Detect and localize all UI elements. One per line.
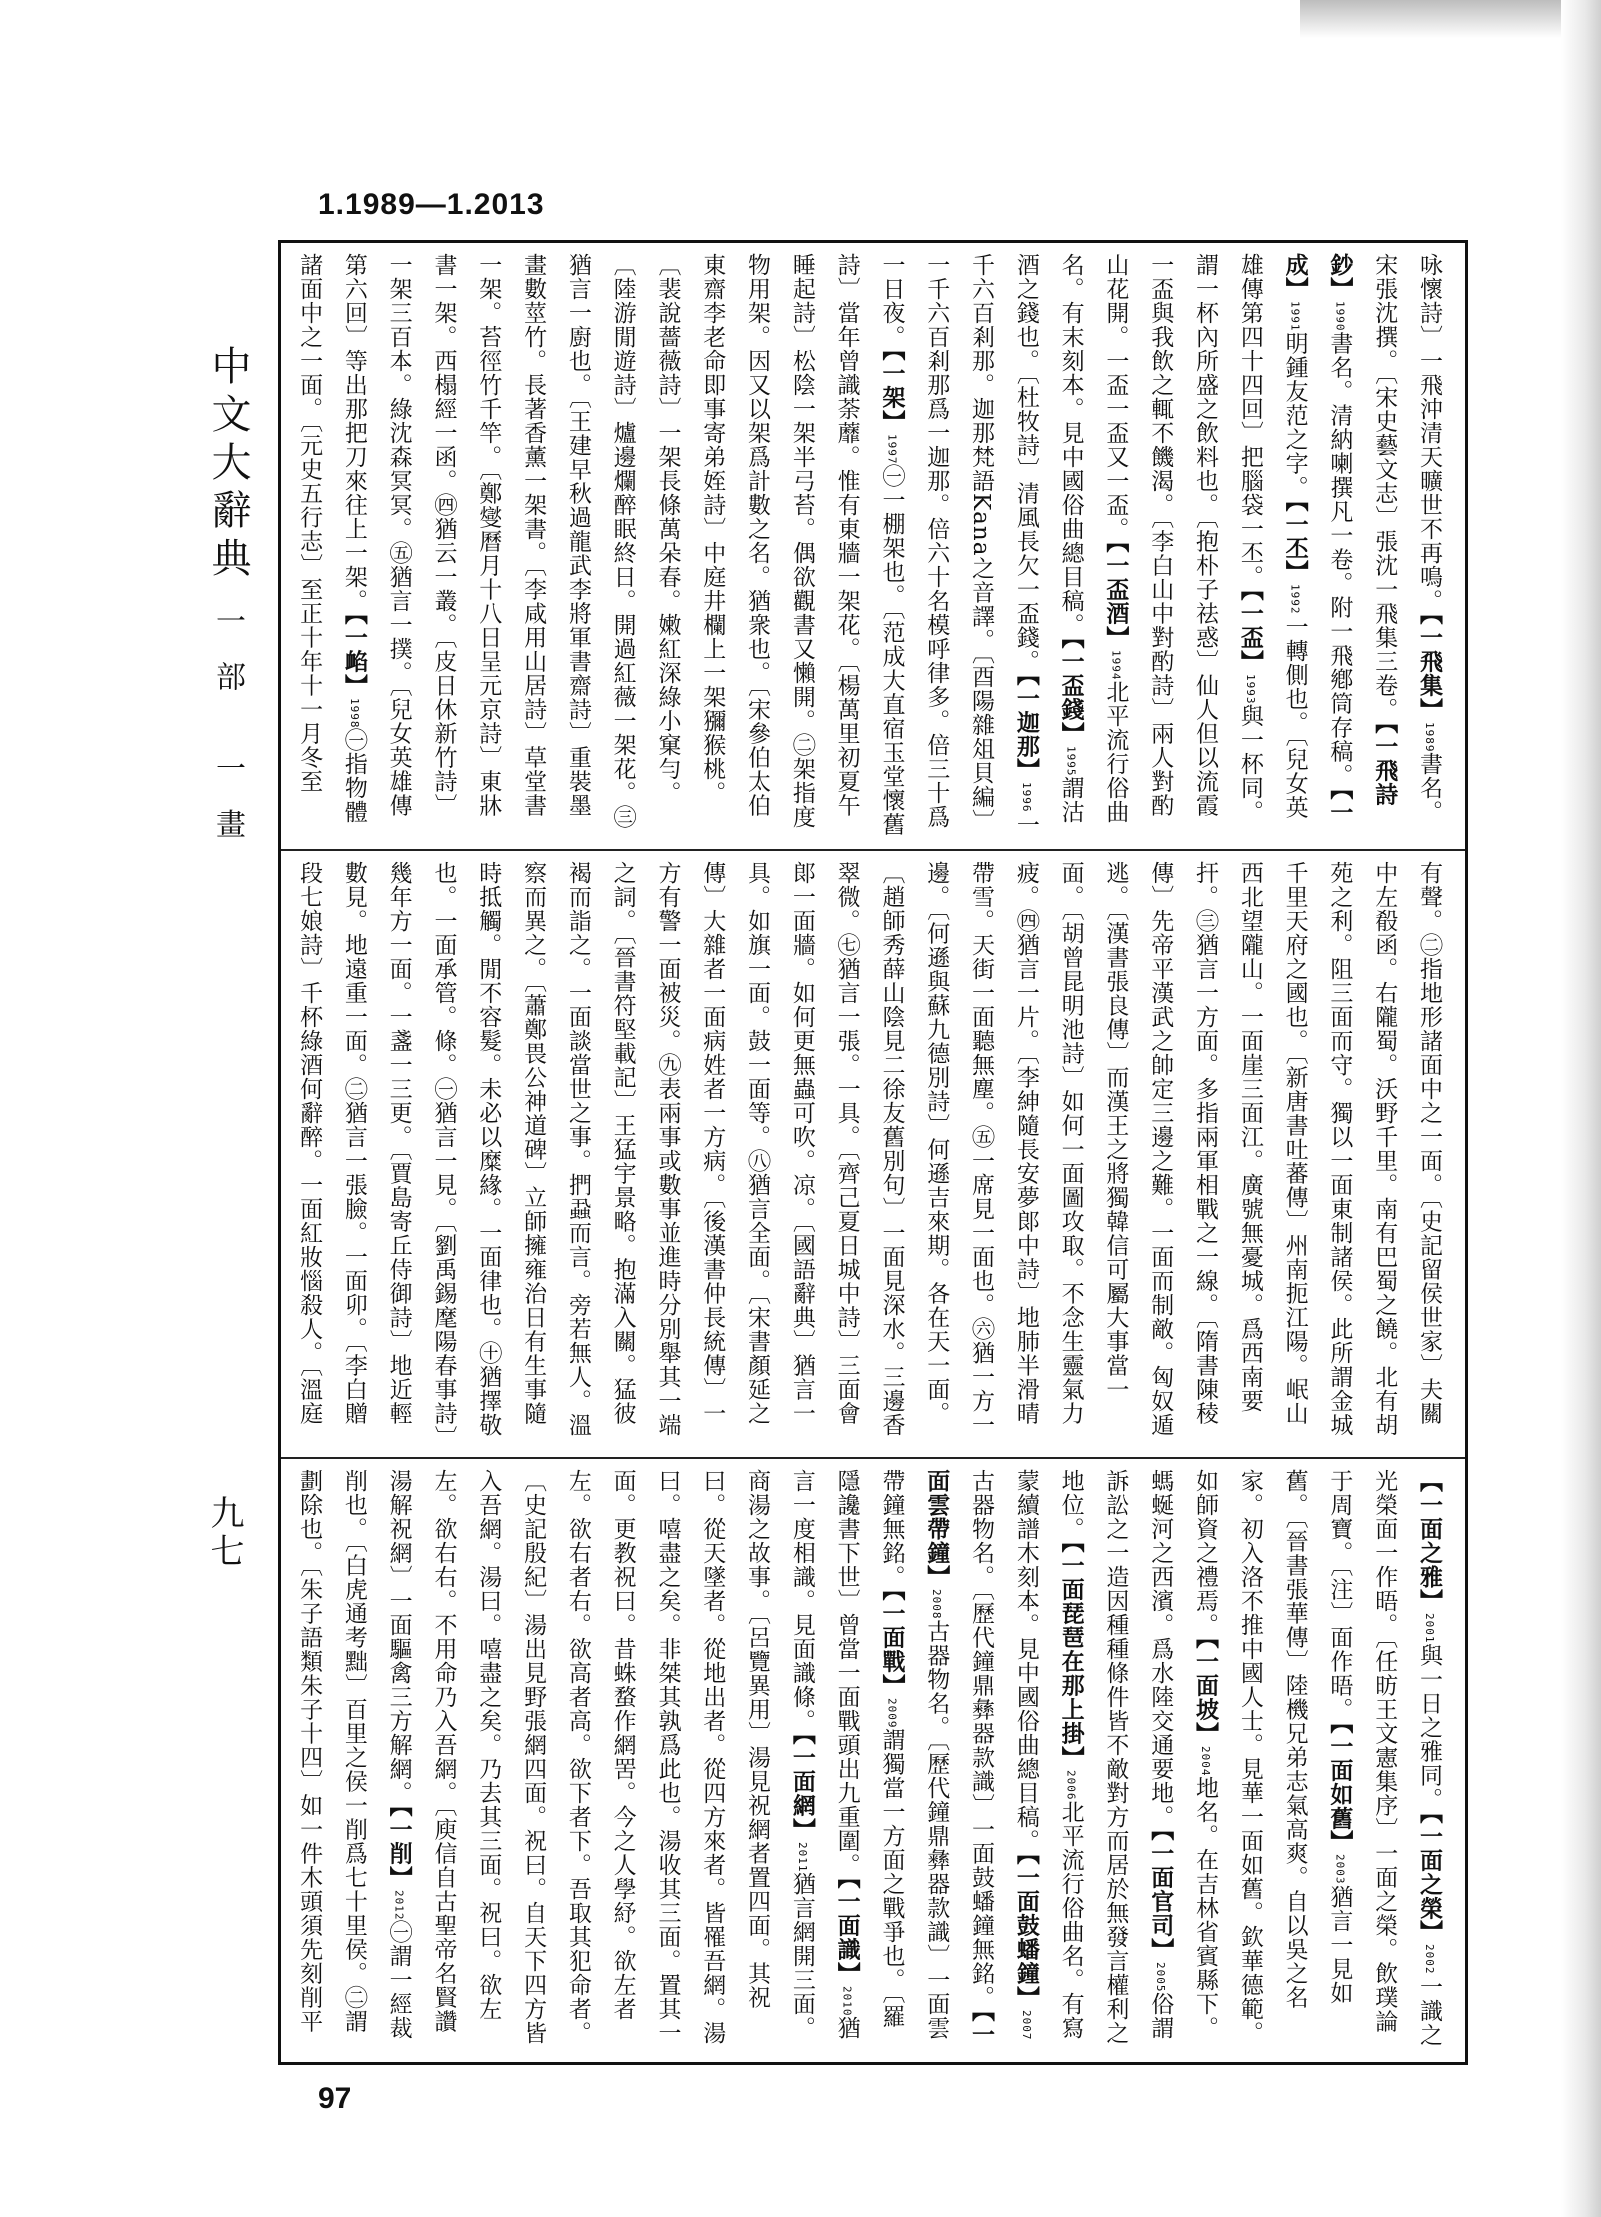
entry-headword: 【 一飛詩鈔 】 xyxy=(1326,253,1398,806)
entry-headword: 【 一面官司 】 xyxy=(1147,1829,1174,1962)
entry-number: 2006 xyxy=(1064,1769,1078,1800)
tier-middle xyxy=(281,851,1465,1459)
tier-bottom-text xyxy=(295,1469,1451,2052)
entry-number: 2008 xyxy=(930,1589,944,1620)
entry-headword: 【 一架 】 xyxy=(878,349,905,434)
entry-definition: 古器物名。〔歷代鐘鼎彝器款識〕一面雲帶鐘無銘。 xyxy=(878,1469,950,2040)
entry-definition: 古器物名。〔歷代鐘鼎彝器款識〕一面鼓蟠鐘無銘。 xyxy=(968,1469,995,2010)
entry-headword: 【 一丕 】 xyxy=(1282,500,1309,585)
book-title: 中文大辭典 xyxy=(205,345,251,585)
entry-definition: 猶言網開三面。商湯之故事。〔呂覽異用〕湯見祝網者置四面。其祝曰。從天墜者。從地出者。從四方來者。皆罹吾網。湯曰。嘻盡之矣。非桀其孰爲此也。湯收其三面。置其一面。更教祝曰。昔蛛蝥作網罟。今之人學紓。欲左者左。欲右者右。欲高者高。欲下者下。吾取其犯命者。〔史記殷紀〕湯出見野張網四面。祝曰。自天下四方皆入吾網。湯曰。嘻盡之矣。乃去其三面。祝曰。欲左左。欲右右。不用命乃入吾網。〔庾信自古聖帝名賢讚湯解祝網〕一面驅禽三方解網。 xyxy=(385,1469,815,2045)
entry-definition: 一千六百剎那。迦那梵語Kana之音譯。〔酉陽雜俎貝編〕一千六百剎那爲一迦那。倍六十名模呼律多。倍三十爲一日夜。 xyxy=(878,253,1039,837)
entry-definition: 一識之光榮面一作晤。〔任昉王文憲集序〕一面之榮。飲璞論于周寶。〔注〕面作晤。 xyxy=(1326,1469,1442,2047)
entry-definition: 與一杯同。謂一杯內所盛之飲料也。〔抱朴子祛惑〕仙人但以流霞一盃與我飲之輒不饑渴。〔李白山中對酌詩〕兩人對酌山花開。一盃一盃又一盃。 xyxy=(1102,253,1263,824)
entry-definition: 俗謂訴訟之一造因種種條件皆不敵對方而居於無發言權利之地位。 xyxy=(1057,1469,1174,2045)
entry-number: 1993 xyxy=(1243,673,1257,704)
entry-definition: 書名。清納喇撰凡一卷。附一飛鄕筒存稿。 xyxy=(1326,331,1353,788)
entry-number: 1994 xyxy=(1109,649,1123,680)
tier-top xyxy=(281,243,1465,851)
entry-headword: 【 一面坡 】 xyxy=(1192,1637,1219,1746)
entry-number: 2005 xyxy=(1154,1961,1168,1992)
dictionary-entry xyxy=(1416,253,1442,613)
entry-definition: 咏懷詩〕一飛沖清天曠世不再鳴。 xyxy=(1416,253,1442,613)
entry-definition: 北平流行俗曲名。有寫蒙續譜木刻本。見中國俗曲總目稿。 xyxy=(1012,1469,1084,2040)
entry-number: 2007 xyxy=(1019,2009,1033,2040)
entry-number: 2003 xyxy=(1333,1854,1347,1885)
entry-headword: 【 一盃錢 】 xyxy=(1058,637,1085,746)
entry-number: 2011 xyxy=(795,1841,809,1872)
entry-number: 1998 xyxy=(347,697,361,728)
dictionary-entry xyxy=(295,861,1442,1438)
entry-number: 2012 xyxy=(392,1889,406,1920)
entry-number: 1990 xyxy=(1333,301,1347,332)
entry-headword: 【 一面之榮 】 xyxy=(1416,1812,1443,1945)
entry-number: 1992 xyxy=(1288,584,1302,615)
entry-headword: 【 一盃酒 】 xyxy=(1102,541,1129,650)
entry-headword: 【 一面識 】 xyxy=(834,1877,861,1986)
page-frame xyxy=(278,240,1468,2065)
entry-headword: 【 一盃 】 xyxy=(1237,589,1264,674)
entry-headword: 【 一面戰 】 xyxy=(878,1589,905,1698)
entry-number: 2010 xyxy=(840,1985,854,2016)
entry-headword: 【 一䘓 】 xyxy=(341,613,368,698)
dictionary-entry xyxy=(1416,1469,1442,1812)
tier-top-text xyxy=(295,253,1451,839)
entry-number: 2002 xyxy=(1423,1944,1436,1975)
entry-definition: 有聲。㊁指地形諸面中之一面。〔史記留侯世家〕夫關中左殽函。右隴蜀。沃野千里。南有巴蜀之饒。北有胡苑之利。阻三面而守。獨以一面東制諸侯。此所謂金城千里天府之國也。〔新唐書吐蕃傳〕州南扼江陽。岷山西北望隴山。一面崖三面江。廣號無憂城。爲西南要扞。㊂猶言一方面。多指兩軍相戰之一線。〔隋書陳稜傳〕先帝平漢武之帥定三邊之難。一面而制敵。匈奴遁逃。〔漢書張良傳〕而漢王之將獨韓信可屬大事當一面。〔胡曾昆明池詩〕如何一面圖攻取。不念生靈氣力疲。㊃猶言一片。〔李紳隨長安夢郞中詩〕地肺半滑晴帶雪。天街一面聽無塵。㊄一席見一面也。㊅猶一方一邊。〔何遜與蘇九德別詩〕何遜吉來期。各在天一面。〔趙師秀薛山陰見二徐友舊別句〕一面見深水。三邊香翠微。㊆猶言一張。一具。〔齊己夏日城中詩〕三面會郞一面牆。如何更無蟲可吹。凉。〔國語辭典〕猶言一具。如旗一面。鼓一面等。㊇猶言全面。〔宋書顏延之傳〕大雜者一面病姓者一方病。〔後漢書仲長統傳〕一方有警一面被災。㊈表兩事或數事並進時分別舉其一端之詞。〔晉書符堅載記〕王猛宇景略。抱滿入關。猛彼褐而詣之。一面談當世之事。捫蝨而言。旁若無人。溫察而異之。〔蕭鄭畏公神道碑〕立師擁雍治日有生事隨時抵觸。閒不容髮。未必以糜緣。一面律也。㊉猶擇敬也。一面承管。條。㊀猶言一見。〔劉禹錫麾陽春事詩〕幾年方一面。一盞一三更。〔賈島寄丘侍御詩〕地近輕數見。地遠重一面。㊁猶言一張臉。一面卯。〔李白贈段七娘詩〕千杯綠酒何辭醉。一面紅妝惱殺人。〔溫庭 xyxy=(296,861,1442,1438)
scan-shadow-top xyxy=(1300,0,1601,38)
entry-definition: 謂獨當一方面之戰爭也。〔羅隱讒書下世〕曾當一面戰頭出九重圍。 xyxy=(833,1469,905,2029)
entry-definition: 地名。在吉林省賓縣下。螞蜒河之西濱。爲水陸交通要地。 xyxy=(1147,1469,1219,2040)
entry-number: 1996 xyxy=(1019,782,1033,813)
entry-number: 1991 xyxy=(1288,301,1302,332)
entry-headword: 【 一面雲帶鐘 】 xyxy=(923,1469,995,2046)
entry-headword: 【 一迦那 】 xyxy=(1013,674,1040,783)
entry-number: 2001 xyxy=(1423,1613,1436,1644)
entry-definition: 明鍾友范之字。 xyxy=(1281,331,1308,500)
entry-headword: 【 一削 】 xyxy=(386,1805,413,1890)
entry-headword: 【 一面琵琶在那上掛 】 xyxy=(1058,1541,1085,1770)
entry-definition: ㊀一棚架也。〔范成大直宿玉堂懷舊詩〕當年曾識荼蘼。惟有東牆一架花。〔楊萬里初夏午睡起詩〕松陰一架半弓苔。偶欲觀書又懶開。㊁架指度物用架。因又以架爲計數之名。猶衆也。〔宋參伯太伯東齋李老命即事寄弟姪詩〕中庭井欄上一架獼猴桃。〔裴說薔薇詩〕一架長條萬朵春。嫩紅深綠小窠勻。〔陸游閒遊詩〕爐邊爛醉眠終日。開過紅薇一架花。㊂猶言一廚也。〔王建早秋過龍武李將軍書齋詩〕重裝墨畫數莖竹。長著香薰一架書。〔李咸用山居詩〕草堂書一架。苔徑竹千竿。〔鄭燮曆月十八日呈元京詩〕東牀書一架。西榻經一函。㊃猶云一叢。〔皮日休新竹詩〕一架三百本。綠沈森冥冥。㊄猶言一撲。〔兒女英雄傳第六回〕等出那把刀來往上一架。 xyxy=(340,253,905,837)
entry-number: 1989 xyxy=(1423,721,1436,752)
entry-number: 1997 xyxy=(885,433,899,464)
entry-definition: ㊀指物體諸面中之一面。〔元史五行志〕至正十年十一月冬至 xyxy=(296,253,367,824)
dictionary-entry xyxy=(386,1469,815,2045)
page-number-cjk: 九七 xyxy=(204,1495,244,1571)
entry-definition: 一轉側也。〔兒女英雄傳第四十四回〕把腦袋一丕。 xyxy=(1236,253,1308,819)
entry-headword: 【 一面如舊 】 xyxy=(1326,1722,1353,1855)
entry-definition: 猶言一見如舊。〔晉書張華傳〕陸機兄弟志氣高爽。自以吳之名家。初入洛不推中國人士。見華一面如舊。欽華德範。如師資之禮焉。 xyxy=(1192,1469,1353,2045)
entry-definition: 猶言一度相識。見面識條。 xyxy=(788,1469,860,2040)
entry-range-header: 1.1989—1.2013 xyxy=(318,188,545,221)
dictionary-entry xyxy=(341,253,905,837)
entry-definition: 北平流行俗曲名。有末刻本。見中國俗曲總目稿。 xyxy=(1057,253,1129,824)
entry-number: 1995 xyxy=(1064,745,1078,776)
scan-shadow-edge xyxy=(1561,0,1601,2217)
entry-headword: 【 一面網 】 xyxy=(789,1733,816,1842)
entry-headword: 【 一成 】 xyxy=(1282,253,1354,824)
entry-definition: 書名。宋張沈撰。〔宋史藝文志〕張沈一飛集三卷。 xyxy=(1371,253,1442,824)
tier-bottom xyxy=(281,1459,1465,2062)
entry-headword: 【 一飛集 】 xyxy=(1416,613,1443,722)
entry-number: 2004 xyxy=(1199,1745,1213,1776)
entry-definition: ㊀謂一經裁削也。〔白虎通考黜〕百里之侯一削爲七十里侯。㊁謂劃除也。〔朱子語類朱子十四〕如一件木頭須先刻削平 xyxy=(296,1469,412,2040)
section-label: 一部 一畫 xyxy=(210,605,245,865)
entry-definition: 謂沽酒之錢也。〔杜牧詩〕清風長欠一盃錢。 xyxy=(1012,253,1084,824)
entry-definition: 與一日之雅同。 xyxy=(1416,1643,1442,1812)
page-number: 97 xyxy=(318,2082,352,2115)
entry-number: 2009 xyxy=(885,1697,899,1728)
entry-headword: 【 一面鼓蟠鐘 】 xyxy=(1013,1853,1040,2010)
tier-middle-text xyxy=(295,861,1451,1447)
entry-headword: 【 一面之雅 】 xyxy=(1416,1469,1443,1613)
